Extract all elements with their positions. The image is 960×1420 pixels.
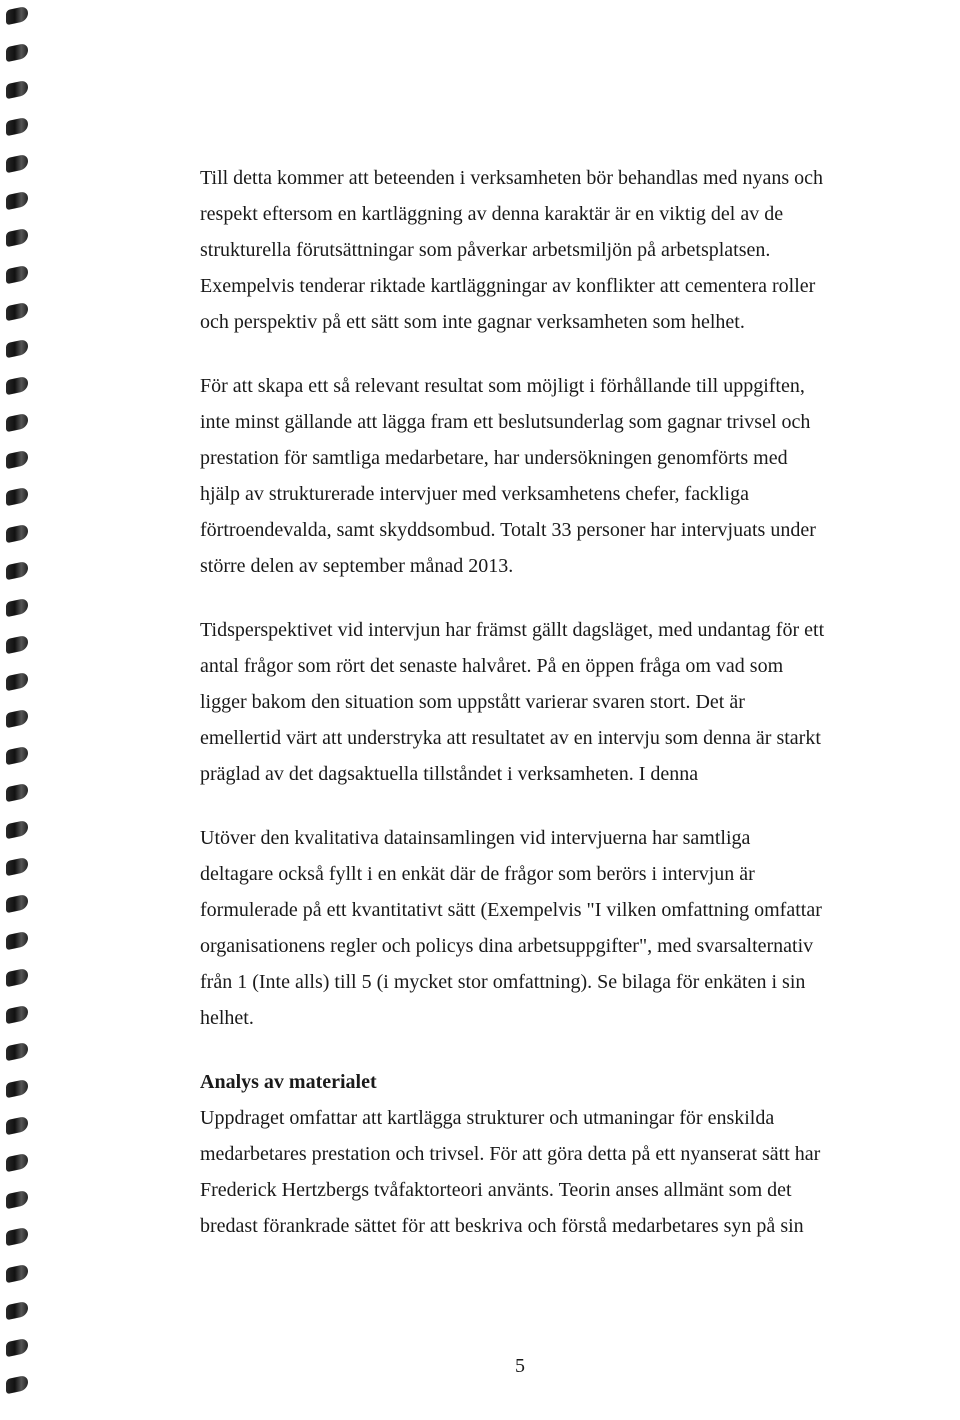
text-line: Till detta kommer att beteenden i verksamheten bör behandlas med nyans och — [200, 167, 823, 189]
binding-ring — [6, 931, 28, 951]
binding-ring — [6, 302, 28, 322]
paragraph-1 — [200, 160, 880, 340]
text-line: Uppdraget omfattar att kartlägga strukturer och utmaningar för enskilda — [200, 1107, 775, 1129]
text-line: inte minst gällande att lägga fram ett beslutsunderlag som gagnar trivsel och — [200, 411, 811, 433]
binding-ring — [6, 1153, 28, 1173]
binding-ring — [6, 6, 28, 26]
binding-ring — [6, 598, 28, 618]
text-line: förtroendevalda, samt skyddsombud. Totalt 33 personer har intervjuats under — [200, 519, 816, 541]
spiral-binding — [0, 0, 40, 1420]
binding-ring — [6, 709, 28, 729]
binding-ring — [6, 154, 28, 174]
binding-ring — [6, 339, 28, 359]
text-line: bredast förankrade sättet för att beskriva och förstå medarbetares syn på sin — [200, 1215, 804, 1237]
binding-ring — [6, 1079, 28, 1099]
text-line: hjälp av strukturerade intervjuer med verksamhetens chefer, fackliga — [200, 483, 749, 505]
binding-ring — [6, 228, 28, 248]
text-line: respekt eftersom en kartläggning av denna karaktär är en viktig del av de — [200, 203, 784, 225]
binding-ring — [6, 450, 28, 470]
text-line: Utöver den kvalitativa datainsamlingen vid intervjuerna har samtliga — [200, 827, 751, 849]
binding-ring — [6, 80, 28, 100]
binding-ring — [6, 265, 28, 285]
binding-ring — [6, 672, 28, 692]
text-line: antal frågor som rört det senaste halvåret. På en öppen fråga om vad som — [200, 655, 784, 677]
binding-ring — [6, 1301, 28, 1321]
binding-ring — [6, 1005, 28, 1025]
binding-ring — [6, 857, 28, 877]
text-line: från 1 (Inte alls) till 5 (i mycket stor omfattning). Se bilaga för enkäten i sin — [200, 971, 806, 993]
binding-ring — [6, 783, 28, 803]
text-line: helhet. — [200, 1007, 254, 1029]
binding-ring — [6, 820, 28, 840]
binding-ring — [6, 561, 28, 581]
text-line: präglad av det dagsaktuella tillståndet i verksamheten. I denna — [200, 763, 699, 785]
binding-ring — [6, 43, 28, 63]
text-line: och perspektiv på ett sätt som inte gagnar verksamheten som helhet. — [200, 311, 745, 333]
text-line: Exempelvis tenderar riktade kartläggningar av konflikter att cementera roller — [200, 275, 816, 297]
binding-ring — [6, 117, 28, 137]
text-line: Frederick Hertzbergs tvåfaktorteori använts. Teorin anses allmänt som det — [200, 1179, 792, 1201]
binding-ring — [6, 1116, 28, 1136]
binding-ring — [6, 1042, 28, 1062]
text-line: Tidsperspektivet vid intervjun har främst gällt dagsläget, med undantag för ett — [200, 619, 825, 641]
binding-ring — [6, 487, 28, 507]
binding-ring — [6, 635, 28, 655]
binding-ring — [6, 191, 28, 211]
text-line: medarbetares prestation och trivsel. För att göra detta på ett nyanserat sätt har — [200, 1143, 821, 1165]
text-line: ligger bakom den situation som uppstått varierar svaren stort. Det är — [200, 691, 745, 713]
page-number: 5 — [515, 1355, 525, 1377]
text-line: emellertid värt att understryka att resultatet av en intervju som denna är starkt — [200, 727, 821, 749]
binding-ring — [6, 413, 28, 433]
text-line: större delen av september månad 2013. — [200, 555, 514, 577]
text-line: organisationens regler och policys dina arbetsuppgifter", med svarsalternativ — [200, 935, 814, 957]
binding-ring — [6, 376, 28, 396]
binding-ring — [6, 894, 28, 914]
text-line: För att skapa ett så relevant resultat som möjligt i förhållande till uppgiften, — [200, 375, 805, 397]
document-page — [200, 160, 880, 1272]
binding-ring — [6, 524, 28, 544]
text-line: deltagare också fyllt i en enkät där de frågor som berörs i intervjun är — [200, 863, 755, 885]
binding-ring — [6, 1190, 28, 1210]
section-heading: Analys av materialet — [200, 1071, 377, 1093]
text-line: strukturella förutsättningar som påverkar arbetsmiljön på arbetsplatsen. — [200, 239, 771, 261]
paragraph-2 — [200, 368, 880, 584]
paragraph-4 — [200, 820, 880, 1036]
binding-ring — [6, 746, 28, 766]
section-analysis — [200, 1064, 880, 1244]
text-line: formulerade på ett kvantitativt sätt (Exempelvis "I vilken omfattning omfattar — [200, 899, 822, 921]
paragraph-3 — [200, 612, 880, 792]
binding-ring — [6, 968, 28, 988]
binding-ring — [6, 1227, 28, 1247]
binding-ring — [6, 1264, 28, 1284]
text-line: prestation för samtliga medarbetare, har undersökningen genomförts med — [200, 447, 788, 469]
